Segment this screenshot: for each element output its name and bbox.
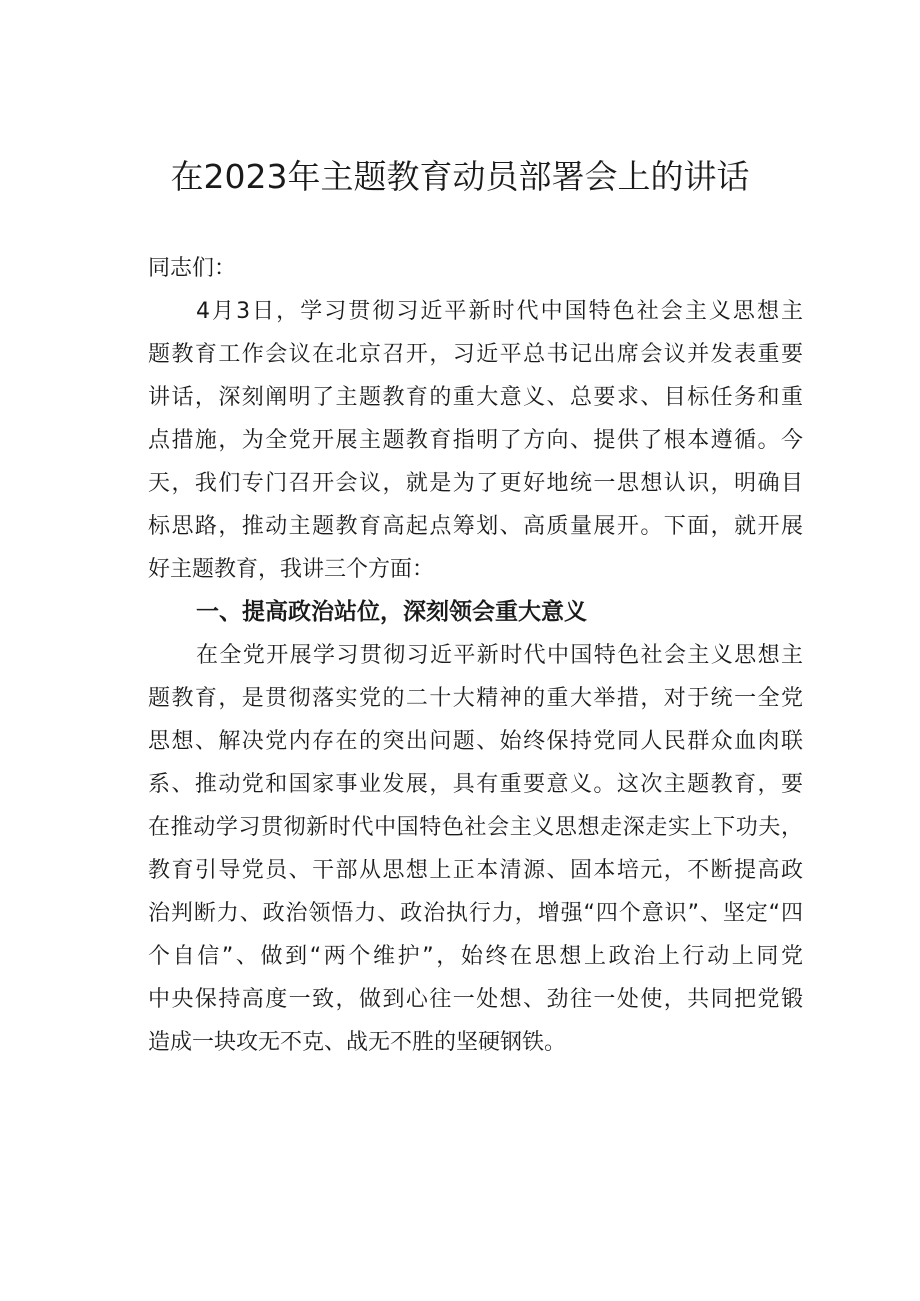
- paragraph-line: 标思路，推动主题教育高起点筹划、高质量展开。下面，就开展: [148, 514, 803, 539]
- paragraph-line: 好主题教育，我讲三个方面：: [148, 557, 435, 582]
- paragraph-line: 思想、解决党内存在的突出问题、始终保持党同人民群众血肉联: [148, 729, 803, 754]
- paragraph-line: 讲话，深刻阐明了主题教育的重大意义、总要求、目标任务和重: [148, 385, 803, 410]
- paragraph-line: 在推动学习贯彻新时代中国特色社会主义思想走深走实上下功夫，: [148, 815, 803, 840]
- paragraph-line: 个自信”、做到“两个维护”，始终在思想上政治上行动上同党: [148, 944, 803, 969]
- document-title: 在2023年主题教育动员部署会上的讲话: [170, 157, 750, 196]
- paragraph-line: 4月3日，学习贯彻习近平新时代中国特色社会主义思想主: [196, 299, 803, 324]
- section-heading: 一、提高政治站位，深刻领会重大意义: [196, 599, 587, 625]
- paragraph-line: 天，我们专门召开会议，就是为了更好地统一思想认识，明确目: [148, 471, 803, 496]
- paragraph-line: 治判断力、政治领悟力、政治执行力，增强“四个意识”、坚定“四: [148, 901, 803, 926]
- paragraph-line: 造成一块攻无不克、战无不胜的坚硬钢铁。: [148, 1030, 567, 1055]
- paragraph-line: 题教育，是贯彻落实党的二十大精神的重大举措，对于统一全党: [148, 686, 803, 711]
- salutation: 同志们：: [148, 256, 237, 281]
- paragraph-line: 系、推动党和国家事业发展，具有重要意义。这次主题教育，要: [148, 772, 803, 797]
- paragraph-1: [148, 290, 803, 591]
- paragraph-line: 点措施，为全党开展主题教育指明了方向、提供了根本遵循。今: [148, 428, 803, 453]
- paragraph-line: 中央保持高度一致，做到心往一处想、劲往一处使，共同把党锻: [148, 987, 803, 1012]
- paragraph-line: 教育引导党员、干部从思想上正本清源、固本培元，不断提高政: [148, 858, 803, 883]
- paragraph-2: [148, 634, 803, 1064]
- paragraph-line: 题教育工作会议在北京召开，习近平总书记出席会议并发表重要: [148, 342, 803, 367]
- document-body: [148, 247, 803, 1064]
- paragraph-line: 在全党开展学习贯彻习近平新时代中国特色社会主义思想主: [196, 643, 803, 668]
